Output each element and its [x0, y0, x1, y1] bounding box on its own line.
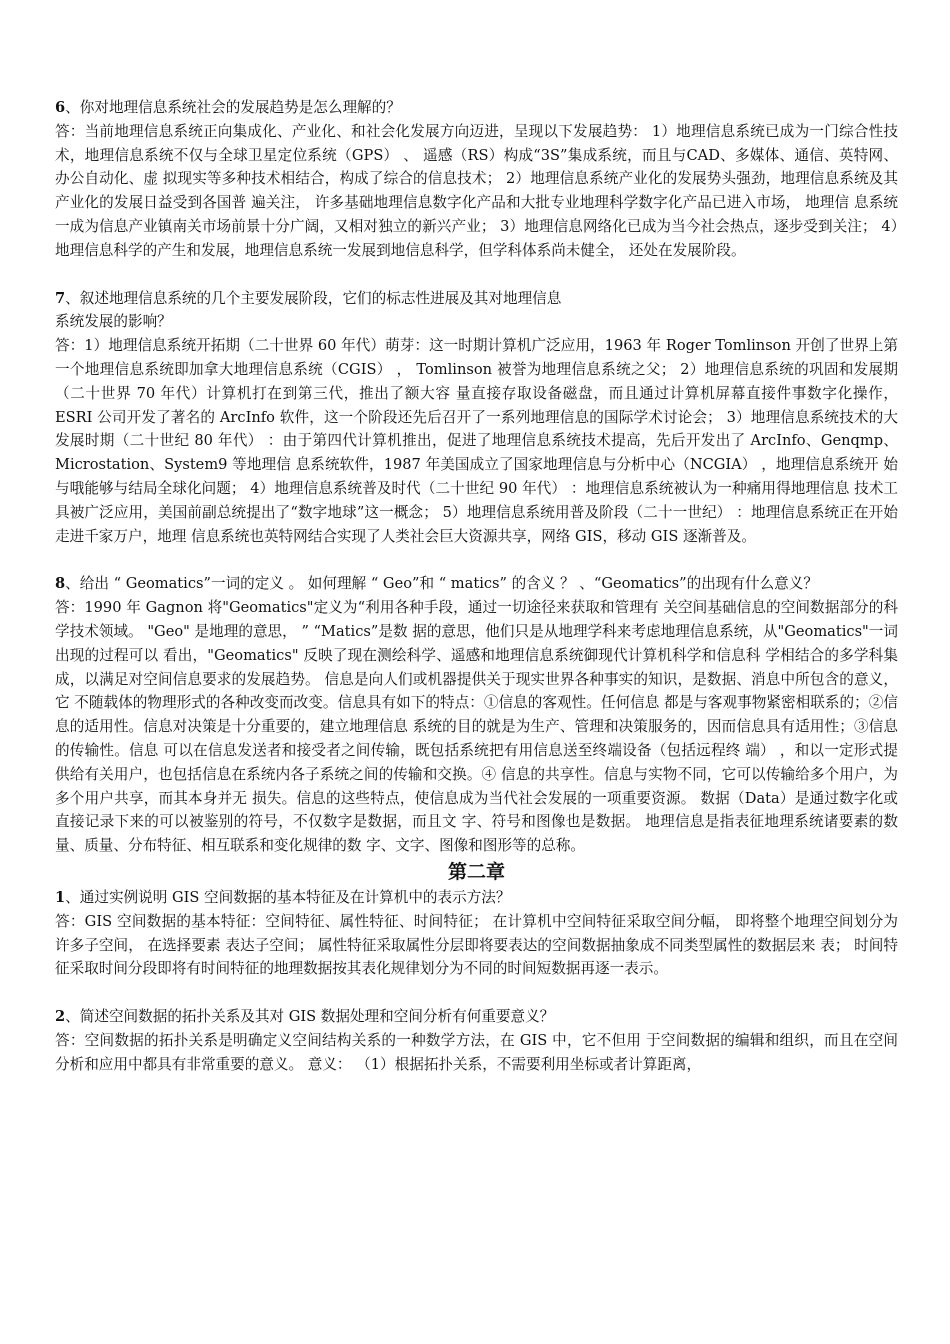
document-page: [55, 96, 898, 1076]
paragraph-gap: [55, 548, 898, 572]
chapter2-question-1: [55, 886, 898, 910]
chapter2-question-1-block: [55, 886, 898, 981]
chapter-heading: 第二章: [447, 860, 505, 883]
question-number: 2: [55, 1008, 66, 1026]
question-7: [55, 287, 898, 311]
question-8-block: [55, 572, 898, 858]
question-6-block: [55, 96, 898, 263]
question-separator: 、: [65, 289, 80, 307]
question-number: 1: [55, 888, 66, 906]
question-separator: 、: [65, 1008, 80, 1026]
chapter2-answer-1: 答：GIS 空间数据的基本特征：空间特征、属性特征、时间特征； 在计算机中空间特征采取空间分幅， 即将整个地理空间划分为许多子空间， 在选择要素 表达子空间； 属性特征采取属性分层即将要表达的空间数据抽象成不同类型属性的数据层来 表； 时间特征采取时间分段即将有时间特征的地理数据按其表化规律划分为不同的时间短数据再逐一表示。: [55, 912, 898, 978]
question-7-block: [55, 287, 898, 549]
answer-8: 答：1990 年 Gagnon 将"Geomatics"定义为“利用各种手段，通过一切途径来获取和管理有 关空间基础信息的空间数据部分的科学技术领域。 "Geo" 是地理的意思， ” “Matics”是数 据的意思，他们只是从地理学科来考虑地理信息系统，从"Geomatics"一词出现的过程可以 看出，"Geomatics" 反映了现在测绘科学、遥感和地理信息系统御现代计算机科学和信息科 学相结合的多学科集成，以满足对空间信息要求的发展趋势。 信息是向人们或机器提供关于现实世界各种事实的知识，是数据、消息中所包含的意义，它 不随载体的物理形式的各种改变而改变。信息具有如下的特点：①信息的客观性。任何信息 都是与客观事物紧密相联系的；②信息的适用性。信息对决策是十分重要的，建立地理信息 系统的目的就是为生产、管理和决策服务的，因而信息具有适用性；③信息的传输性。信息 可以在信息发送者和接受者之间传输，既包括系统把有用信息送至终端设备（包括远程终 端） ，和以一定形式提供给有关用户，也包括信息在系统内各子系统之间的传输和交换。④ 信息的共享性。信息与实物不同，它可以传输给多个用户，为多个用户共享，而其本身并无 损失。信息的这些特点，使信息成为当代社会发展的一项重要资源。 数据（Data）是通过数字化或直接记录下来的可以被鉴别的符号，不仅数字是数据，而且文 字、符号和图像也是数据。 地理信息是指表征地理系统诸要素的数量、质量、分布特征、相互联系和变化规律的数 字、文字、图像和图形等的总称。: [55, 599, 899, 855]
paragraph-gap: [55, 981, 898, 1005]
question-text: 叙述地理信息系统的几个主要发展阶段，它们的标志性进展及其对地理信息: [79, 289, 562, 307]
question-separator: 、: [65, 99, 80, 116]
question-6: [55, 96, 898, 120]
question-text: 你对地理信息系统社会的发展趋势是怎么理解的？: [79, 99, 401, 116]
question-separator: 、: [65, 575, 80, 593]
chapter2-question-2-block: [55, 1005, 898, 1076]
question-text: 给出 “ Geomatics”一词的定义 。 如何理解 “ Geo”和 “ matics” 的含义 ？ 、“Geomatics”的出现有什么意义？: [79, 575, 818, 593]
chapter2-question-2: [55, 1005, 898, 1029]
question-number: 8: [55, 575, 66, 593]
question-number: 6: [55, 99, 66, 116]
question-separator: 、: [65, 888, 80, 906]
question-text: 通过实例说明 GIS 空间数据的基本特征及在计算机中的表示方法？: [79, 888, 511, 906]
answer-6: 答：当前地理信息系统正向集成化、产业化、和社会化发展方向迈进，呈现以下发展趋势： 1）地理信息系统已成为一门综合性技术，地理信息系统不仅与全球卫星定位系统（GPS） 、 遥感（RS）构成“3S”集成系统，而且与CAD、多媒体、通信、英特网、办公自动化、虚 拟现实等多种技术相结合，构成了综合的信息技术； 2）地理信息系统产业化的发展势头强劲，地理信息系统及其产业化的发展日益受到各国普 遍关注， 许多基础地理信息数字化产品和大批专业地理科学数字化产品已进入市场， 地理信 息系统一成为信息产业镇南关市场前景十分广阔，又相对独立的新兴产业； 3）地理信息网络化已成为当今社会热点，逐步受到关注； 4）地理信息科学的产生和发展，地理信息系统一发展到地信息科学，但学科体系尚未健全， 还处在发展阶段。: [55, 122, 898, 259]
paragraph-gap: [55, 263, 898, 287]
chapter2-answer-2: 答：空间数据的拓扑关系是明确定义空间结构关系的一种数学方法，在 GIS 中，它不但用 于空间数据的编辑和组织，而且在空间分析和应用中都具有非常重要的意义。 意义： （1）根据拓扑关系，不需要利用坐标或者计算距离，: [55, 1031, 898, 1073]
question-number: 7: [55, 289, 66, 307]
question-text: 简述空间数据的拓扑关系及其对 GIS 数据处理和空间分析有何重要意义？: [79, 1008, 555, 1026]
question-8: [55, 572, 898, 596]
question-7-continued: 系统发展的影响？: [55, 313, 172, 331]
answer-7: 答：1）地理信息系统开拓期（二十世界 60 年代）萌芽：这一时期计算机广泛应用，1963 年 Roger Tomlinson 开创了世界上第一个地理信息系统即加拿大地理信息系统（CGIS） ， Tomlinson 被誉为地理信息系统之父； 2）地理信息系统的巩固和发展期（二十世界 70 年代）计算机打在到第三代，推出了额大容 量直接存取设备磁盘，而且通过计算机屏幕直接件事数字化操作，ESRI 公司开发了著名的 ArcInfo 软件，这一个阶段还先后召开了一系列地理信息的国际学术讨论会； 3）地理信息系统技术的大发展时期（二十世纪 80 年代） ：由于第四代计算机推出，促进了地理信息系统技术提高，先后开发出了 ArcInfo、Genqmp、Microstation、System9 等地理信 息系统软件，1987 年美国成立了国家地理信息与分析中心（NCGIA） ，地理信息系统开 始与哦能够与结局全球化问题； 4）地理信息系统普及时代（二十世纪 90 年代） ：地理信息系统被认为一种痛用得地理信息 技术工具被广泛应用，美国前副总统提出了“数字地球”这一概念； 5）地理信息系统用普及阶段（二十一世纪） ：地理信息系统正在开始走进千家万户，地理 信息系统也英特网结合实现了人类社会巨大资源共享，网络 GIS，移动 GIS 逐渐普及。: [55, 337, 898, 545]
